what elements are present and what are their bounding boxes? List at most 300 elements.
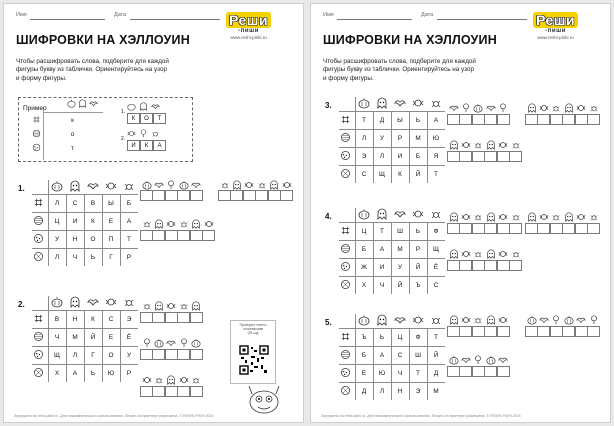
cipher-letter: С [108,315,114,323]
spider-icon [589,212,599,222]
page-title: ШИФРОВКИ НА ХЭЛЛОУИН [16,33,190,47]
logo-url: www.reshi-pishi.ru [230,35,267,40]
cipher-letter: О [90,235,96,243]
dotted-circle-icon [340,150,351,161]
striped-circle-icon [340,349,351,360]
answer-box[interactable] [447,260,460,271]
cipher-letter: Я [433,152,439,160]
cipher-letter: Ц [397,333,403,341]
ghost-icon [269,180,279,190]
ghost-icon [564,103,574,113]
ghost-icon [78,99,87,108]
cipher-letter: Ч [72,253,78,261]
crossed-circle-icon [340,168,351,179]
cipher-letter: Ё [433,263,439,271]
answer-box[interactable] [177,190,190,201]
ghost-icon [69,180,81,192]
cipher-letter: Д [379,116,385,124]
cipher-letter: У [126,351,132,359]
crossed-circle-icon [33,367,44,378]
answer-box[interactable] [459,366,472,377]
bat-icon [576,315,586,325]
answer-box[interactable] [152,190,165,201]
name-label: Имя [16,12,27,18]
answer-box[interactable] [177,349,190,360]
lollipop-icon [473,355,483,365]
task-number: 2. [18,300,25,309]
cipher-letter: Ж [361,263,367,271]
cipher-letter: И [72,217,78,225]
answer-box[interactable] [165,386,178,397]
bat-icon [449,103,459,113]
answer-box[interactable] [447,326,460,337]
answer-box[interactable] [140,349,153,360]
answer-box[interactable] [177,312,190,323]
cipher-letter: Ь [415,116,421,124]
ghost-icon [527,103,537,113]
answer-box[interactable] [230,190,243,201]
cipher-letter: У [397,263,403,271]
cipher-letter: К [91,315,95,323]
lollipop-icon [551,315,561,325]
answer-box[interactable] [140,312,153,323]
cipher-letter: Й [415,263,421,271]
answer-box[interactable] [575,326,588,337]
cipher-letter: К [91,217,95,225]
candy-icon [127,129,136,138]
answer-box[interactable] [140,230,153,241]
instruction-line: и форму фигуры. [323,74,374,82]
ghost-icon [449,140,459,150]
cipher-letter: Ъ [415,281,421,289]
answer-box[interactable] [459,326,472,337]
answer-boxes [218,190,292,201]
task-number: 1. [18,184,25,193]
answer-box[interactable] [165,349,178,360]
dotted-circle-icon [340,367,351,378]
answer-box[interactable] [447,223,460,234]
cipher-letter: Т [416,369,420,377]
answer-box[interactable] [562,326,575,337]
answer-box[interactable] [165,230,178,241]
qr-note [231,321,275,337]
answer-box[interactable] [268,190,281,201]
cipher-letter: Ц [54,217,60,225]
answer-box[interactable] [587,114,600,125]
cipher-letter: А [379,245,385,253]
lollipop-icon [498,103,508,113]
answer-box[interactable] [509,223,522,234]
answer-box[interactable] [152,386,165,397]
cipher-letter: Л [361,134,367,142]
ghost-icon [232,180,242,190]
lollipop-icon [142,338,152,348]
grid-icon [32,115,41,124]
candy-icon [461,249,471,259]
cipher-letter: С [361,170,367,178]
cipher-letter: О [108,351,114,359]
answer-boxes [447,223,521,234]
spider-icon [142,301,152,311]
candy-icon [461,140,471,150]
spider-icon [473,212,483,222]
answer-box[interactable] [587,326,600,337]
answer-box[interactable] [447,366,460,377]
logo-sub: -пиши [545,28,567,34]
cipher-letter: И [397,152,403,160]
cipher-letter: А [433,116,439,124]
cipher-letter: Т [380,227,384,235]
candy-icon [461,212,471,222]
answer-box[interactable] [525,326,538,337]
spider-icon [191,375,201,385]
bat-icon [539,315,549,325]
pumpkin-icon [358,314,370,326]
candy-icon [576,212,586,222]
answer-boxes [525,326,599,337]
bat-icon [394,97,406,109]
ghost-icon [486,140,496,150]
candy-icon [166,219,176,229]
instruction-line: Чтобы расшифровать слова, подберите для каждой [16,58,169,65]
answer-box[interactable] [537,223,550,234]
answer-box[interactable] [575,223,588,234]
cipher-letter: В [54,315,60,323]
cipher-letter: М [433,387,439,395]
answer-box[interactable] [509,151,522,162]
task-number: 4. [325,212,332,221]
pumpkin-icon [127,102,136,111]
answer-box[interactable] [484,366,497,377]
answer-box[interactable] [255,190,268,201]
candy-icon [461,315,471,325]
ghost-icon [376,208,388,220]
pumpkin-icon [358,208,370,220]
answer-box[interactable] [484,326,497,337]
bat-icon [154,180,164,190]
answer-box[interactable] [537,326,550,337]
lollipop-icon [139,129,148,138]
cipher-letter: Ш [397,227,403,235]
bat-icon [166,338,176,348]
example-letter: т [71,145,74,152]
answer-boxes [447,326,509,337]
dotted-circle-icon [340,261,351,272]
answer-box[interactable] [497,151,510,162]
page-footer: Загружено на reshi-pishi.ru. Для некоммерческого использования. Печать на принтере разрешена. © RESHI-PISHI 2024 [321,414,521,418]
answer-boxes [525,223,599,234]
pumpkin-icon [358,97,370,109]
answer-box[interactable] [472,326,485,337]
cipher-letter: Х [361,281,367,289]
answer-box[interactable] [497,366,510,377]
example-label: Пример [23,105,47,112]
qr-code-icon[interactable] [239,345,269,375]
answer-box[interactable] [190,312,203,323]
cipher-letter: Й [397,281,403,289]
pumpkin-icon [51,296,63,308]
answer-box[interactable] [537,114,550,125]
ghost-icon [376,97,388,109]
answer-box[interactable] [459,260,472,271]
answer-box[interactable] [152,230,165,241]
answer-box[interactable] [562,223,575,234]
cipher-letter: Е [108,333,114,341]
answer-box[interactable] [177,230,190,241]
answer-box[interactable] [525,223,538,234]
instructions [323,58,538,83]
candy-icon [539,212,549,222]
ghost-icon [191,301,201,311]
cipher-letter: Т [362,116,366,124]
answer-box[interactable] [140,386,153,397]
spider-icon [511,212,521,222]
answer-box[interactable] [140,190,153,201]
logo-sub: -пиши [238,28,260,34]
answer-cell: К [127,113,140,124]
cipher-letter: А [379,351,385,359]
bat-icon [486,103,496,113]
answer-box[interactable] [177,386,190,397]
ghost-icon [449,212,459,222]
cipher-letter: У [54,235,60,243]
brand-logo [533,12,578,40]
answer-box[interactable] [190,386,203,397]
example-icon-header [67,99,98,108]
cipher-letter: Ч [54,333,60,341]
ghost-icon [154,301,164,311]
answer-box[interactable] [459,151,472,162]
answer-box[interactable] [484,114,497,125]
name-line [30,19,105,20]
answer-box[interactable] [484,223,497,234]
cipher-letter: Э [415,387,421,395]
spider-icon [511,140,521,150]
answer-box[interactable] [472,366,485,377]
cipher-letter: Ь [415,227,421,235]
page-title: ШИФРОВКИ НА ХЭЛЛОУИН [323,33,497,47]
spider-icon [179,219,189,229]
page-footer: Загружено на reshi-pishi.ru. Для некоммерческого использования. Печать на принтере разрешена. © RESHI-PISHI 2024 [14,414,214,418]
cipher-letter: Д [361,387,367,395]
grid-icon [33,197,44,208]
cipher-letter: Ц [361,227,367,235]
worksheet-page-right [310,3,611,423]
spider-icon [151,129,160,138]
qr-block [230,320,276,384]
answer-box[interactable] [447,151,460,162]
spider-icon [142,219,152,229]
logo-brand: Реши [226,12,271,28]
date-label: Дата [114,12,127,18]
answer-box[interactable] [587,223,600,234]
answer-box[interactable] [459,114,472,125]
cipher-letter: Е [361,369,367,377]
cipher-letter: М [72,333,78,341]
answer-box[interactable] [190,190,203,201]
answer-cell: К [140,140,153,151]
answer-box[interactable] [497,326,510,337]
example-letter: к [71,117,74,124]
pumpkin-icon [527,315,537,325]
cipher-letter: Л [54,199,60,207]
bat-icon [461,355,471,365]
cipher-letter: Б [126,199,132,207]
cipher-letter: Щ [54,351,60,359]
bat-icon [394,314,406,326]
cipher-letter: М [415,134,421,142]
answer-box[interactable] [472,260,485,271]
example-mark: 2. [121,136,126,142]
answer-box[interactable] [550,114,563,125]
answer-boxes [447,151,521,162]
answer-box[interactable] [550,326,563,337]
candy-icon [576,103,586,113]
candy-icon [498,212,508,222]
instruction-line: фигуры букву из таблички. Ориентируйтесь на узор [323,66,474,74]
spider-icon [511,249,521,259]
cipher-letter: Ч [379,281,385,289]
ghost-icon [166,375,176,385]
spider-icon [123,296,135,308]
candy-icon [105,296,117,308]
answer-box[interactable] [575,114,588,125]
answer-boxes [140,312,202,323]
answer-boxes [140,386,202,397]
pumpkin-icon [564,315,574,325]
monster-mascot-icon [244,382,284,414]
ghost-icon [486,315,496,325]
lollipop-icon [461,103,471,113]
candy-icon [412,97,424,109]
answer-box[interactable] [472,223,485,234]
cipher-letter: Й [90,333,96,341]
striped-circle-icon [33,215,44,226]
lollipop-icon [166,180,176,190]
answer-cell: А [153,140,166,151]
striped-circle-icon [340,243,351,254]
answer-box[interactable] [190,230,203,241]
spider-icon [473,315,483,325]
cipher-letter: Т [434,170,438,178]
answer-box[interactable] [459,223,472,234]
answer-box[interactable] [447,114,460,125]
answer-box[interactable] [152,349,165,360]
instruction-line: фигуры букву из таблички. Ориентируйтесь на узор [16,66,167,74]
candy-icon [412,314,424,326]
cipher-letter: Б [415,152,421,160]
spider-icon [154,375,164,385]
answer-box[interactable] [525,114,538,125]
answer-box[interactable] [497,223,510,234]
answer-box[interactable] [165,312,178,323]
answer-box[interactable] [484,151,497,162]
pumpkin-icon [179,180,189,190]
answer-box[interactable] [472,151,485,162]
example-letter: о [70,131,75,138]
answer-box[interactable] [280,190,293,201]
answer-box[interactable] [509,260,522,271]
answer-box[interactable] [550,223,563,234]
bat-icon [498,355,508,365]
cipher-letter: Ь [90,253,96,261]
logo-brand: Реши [533,12,578,28]
cipher-letter: Ф [433,227,439,235]
example-mark: 1. [121,109,126,115]
cipher-letter: Ш [415,351,421,359]
cipher-letter: Ч [397,369,403,377]
answer-box[interactable] [165,190,178,201]
ghost-icon [69,296,81,308]
cipher-letter: Ь [90,369,96,377]
cipher-letter: Т [127,235,131,243]
answer-box[interactable] [472,114,485,125]
cipher-letter: И [379,263,385,271]
qr-note-line: отсканировав [242,327,264,331]
logo-url: www.reshi-pishi.ru [537,35,574,40]
answer-box[interactable] [497,260,510,271]
qr-note-line: QR-код [247,331,259,335]
cipher-letter: Р [397,134,403,142]
grid-icon [33,313,44,324]
striped-circle-icon [33,331,44,342]
answer-box[interactable] [202,230,215,241]
cipher-letter: Е [108,217,114,225]
spider-icon [551,212,561,222]
answer-box[interactable] [562,114,575,125]
answer-box[interactable] [190,349,203,360]
spider-icon [220,180,230,190]
grid-icon [340,331,351,342]
answer-boxes [447,366,509,377]
cipher-letter: Р [126,253,132,261]
brand-logo [226,12,271,40]
task-number: 3. [325,101,332,110]
cipher-letter: Ю [378,369,386,377]
cipher-letter: Ь [379,333,385,341]
ghost-icon [376,314,388,326]
pumpkin-icon [473,103,483,113]
cipher-letter: Х [54,369,60,377]
cipher-letter: Г [109,253,113,261]
cipher-letter: Б [361,351,367,359]
cipher-letter: Р [415,245,421,253]
bat-icon [151,102,160,111]
answer-boxes [140,349,202,360]
cipher-letter: С [397,351,403,359]
candy-icon [142,375,152,385]
ghost-icon [154,219,164,229]
cipher-letter: Л [379,152,385,160]
candy-icon [244,180,254,190]
instructions [16,58,231,83]
answer-boxes [140,230,214,241]
candy-icon [179,375,189,385]
instruction-line: и форму фигуры. [16,74,67,82]
name-line [337,19,412,20]
answer-box[interactable] [152,312,165,323]
answer-box[interactable] [497,114,510,125]
cipher-letter: А [126,217,132,225]
worksheet-page-left [3,3,304,423]
answer-box[interactable] [243,190,256,201]
cipher-letter: Й [433,351,439,359]
spider-icon [473,249,483,259]
cipher-letter: Ю [432,134,440,142]
answer-box[interactable] [218,190,231,201]
striped-circle-icon [340,132,351,143]
answer-box[interactable] [484,260,497,271]
